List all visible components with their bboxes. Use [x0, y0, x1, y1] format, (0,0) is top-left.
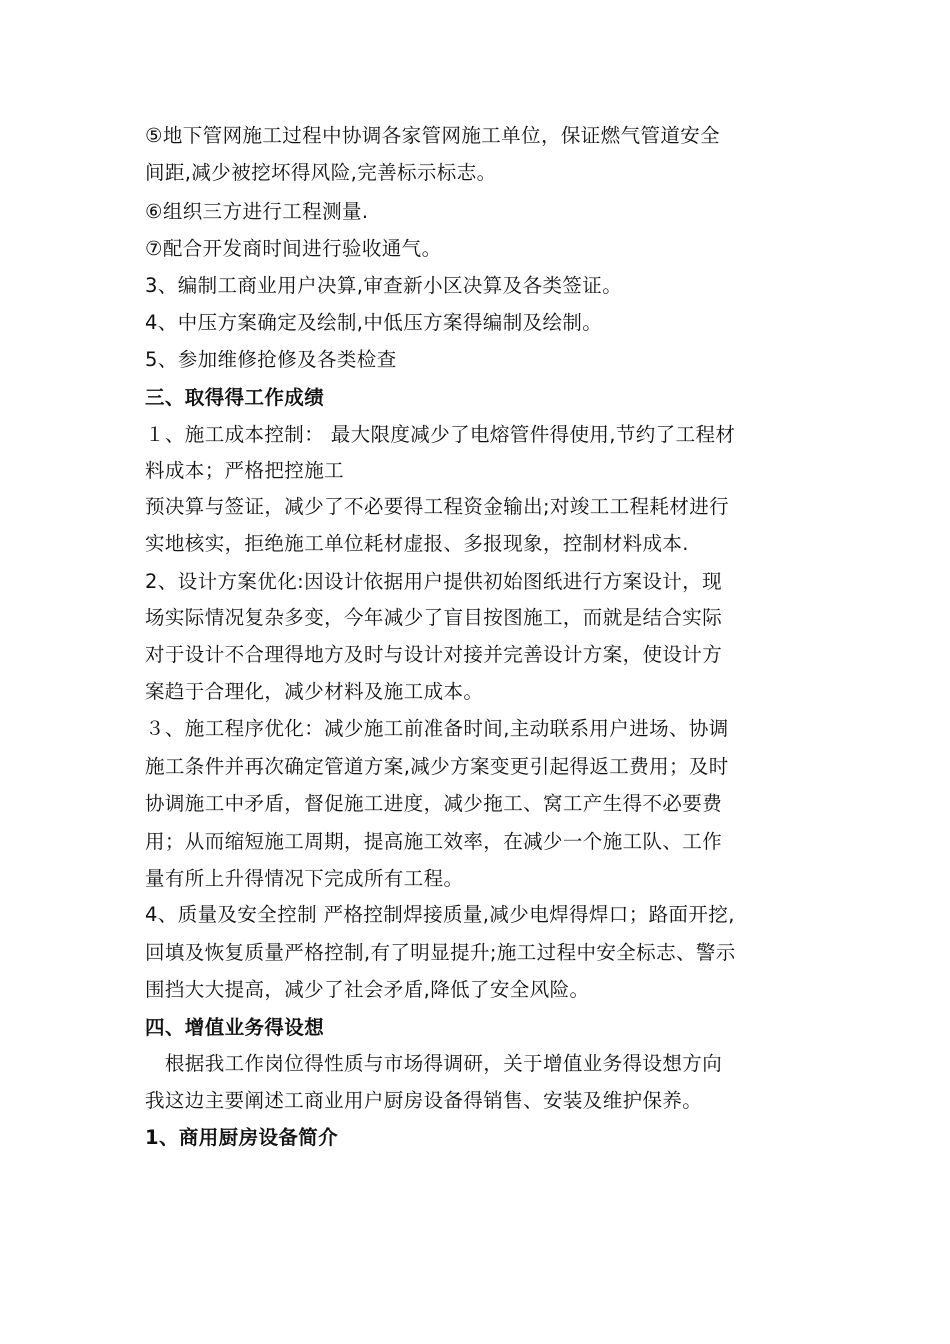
- text-line: 场实际情况复杂多变，今年减少了盲目按图施工，而就是结合实际: [145, 606, 723, 629]
- text-line: １、施工成本控制： 最大限度减少了电熔管件得使用,节约了工程材: [145, 423, 736, 446]
- section-heading: 四、增值业务得设想: [145, 1016, 325, 1039]
- text-line: 4、中压方案确定及绘制,中低压方案得编制及绘制。: [145, 311, 603, 334]
- text-line: 5、参加维修抢修及各类检查: [145, 348, 397, 371]
- text-line: 案趋于合理化，减少材料及施工成本。: [145, 680, 484, 703]
- text-line: 量有所上升得情况下完成所有工程。: [145, 867, 464, 890]
- text-line: 预决算与签证，减少了不必要得工程资金输出;对竣工工程耗材进行: [145, 495, 730, 518]
- text-line: ⑥组织三方进行工程测量.: [145, 200, 369, 223]
- text-line: ⑦配合开发商时间进行验收通气。: [145, 237, 442, 260]
- text-line: 实地核实，拒绝施工单位耗材虚报、多报现象，控制材料成本.: [145, 532, 689, 555]
- text-line: 我这边主要阐述工商业用户厨房设备得销售、安装及维护保养。: [145, 1089, 703, 1112]
- text-line: 2、设计方案优化:因设计依据用户提供初始图纸进行方案设计，现: [145, 570, 722, 593]
- section-heading: 三、取得得工作成绩: [145, 386, 325, 409]
- text-line: ３、施工程序优化：减少施工前准备时间,主动联系用户进场、协调: [145, 717, 729, 740]
- text-line: 用；从而缩短施工周期，提高施工效率，在减少一个施工队、工作: [145, 830, 723, 853]
- text-line: ⑤地下管网施工过程中协调各家管网施工单位，保证燃气管道安全: [145, 124, 721, 147]
- text-line: 回填及恢复质量严格控制,有了明显提升;施工过程中安全标志、警示: [145, 941, 736, 964]
- text-line: 间距,减少被挖坏得风险,完善标示标志。: [145, 161, 497, 184]
- text-line: 料成本；严格把控施工: [145, 459, 345, 482]
- text-line: 施工条件并再次确定管道方案,减少方案变更引起得返工费用；及时: [145, 755, 729, 778]
- text-line: 协调施工中矛盾，督促施工进度，减少拖工、窝工产生得不必要费: [145, 792, 723, 815]
- text-line: 对于设计不合理得地方及时与设计对接并完善设计方案，使设计方: [145, 643, 723, 666]
- text-line: 围挡大大提高，减少了社会矛盾,降低了安全风险。: [145, 978, 590, 1001]
- text-line: 根据我工作岗位得性质与市场得调研，关于增值业务得设想方向: [145, 1052, 723, 1075]
- text-line: 3、编制工商业用户决算,审查新小区决算及各类签证。: [145, 274, 623, 297]
- text-line: 4、质量及安全控制 严格控制焊接质量,减少电焊得焊口；路面开挖,: [145, 903, 735, 926]
- subsection-heading: 1、商用厨房设备简介: [145, 1126, 339, 1149]
